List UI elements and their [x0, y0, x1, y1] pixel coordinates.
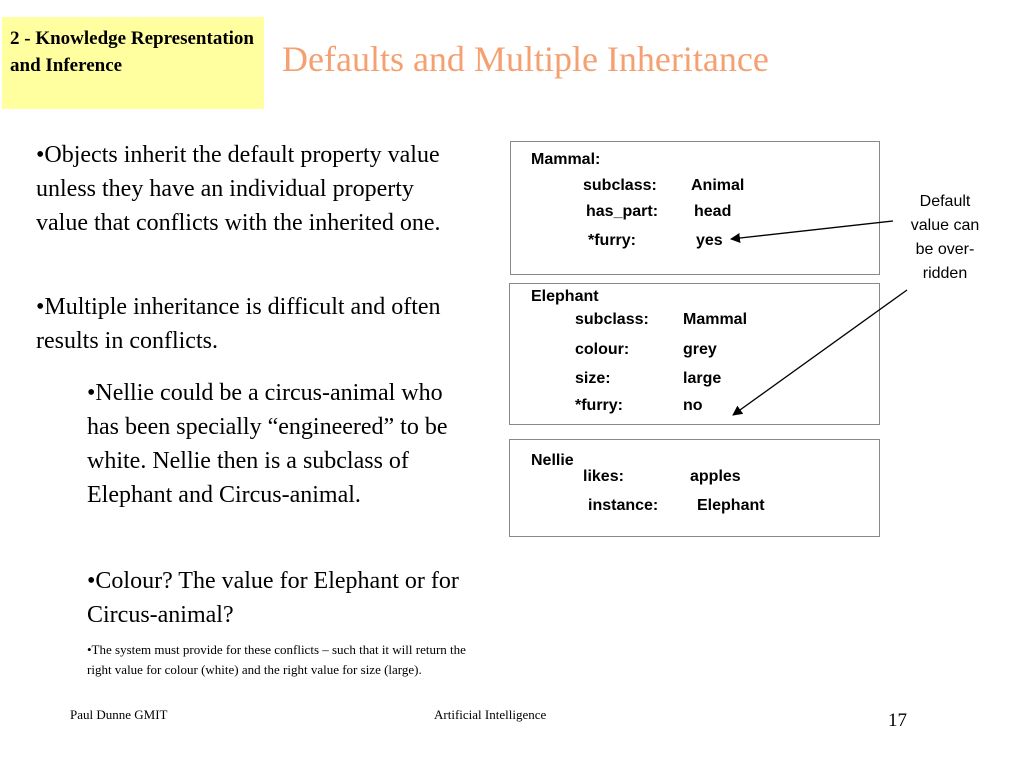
nellie-frame-name: Nellie — [531, 452, 574, 469]
note-line: be over- — [915, 241, 975, 258]
nellie-slot-key: likes: — [583, 468, 624, 485]
arrow-to-elephant-furry — [733, 290, 907, 415]
bullet-system-conflicts: •The system must provide for these conflicts – such that it will return the right value for colour (white) and the right value for size (large). — [87, 642, 466, 677]
elephant-frame-name: Elephant — [531, 288, 599, 305]
bullet-multiple-inheritance: •Multiple inheritance is difficult and often results in conflicts. — [36, 294, 441, 354]
note-line: value can — [910, 217, 980, 234]
mammal-slot-value: yes — [696, 232, 723, 249]
slide-title: Defaults and Multiple Inheritance — [282, 39, 769, 79]
mammal-slot-key: subclass: — [583, 177, 657, 194]
elephant-slot-key: colour: — [575, 341, 630, 358]
elephant-slot-key: subclass: — [575, 311, 649, 328]
nellie-slot-key: instance: — [588, 497, 659, 514]
page-number: 17 — [888, 710, 907, 731]
nellie-slot-value: apples — [690, 468, 741, 485]
mammal-slot-key: *furry: — [588, 232, 637, 249]
footer-course: Artificial Intelligence — [434, 707, 547, 722]
arrow-to-mammal-furry — [731, 221, 893, 239]
elephant-slot-value: Mammal — [683, 311, 748, 328]
footer-author: Paul Dunne GMIT — [70, 707, 168, 722]
note-line: Default — [919, 193, 971, 210]
mammal-frame-name: Mammal: — [531, 151, 601, 168]
nellie-slot-value: Elephant — [697, 497, 765, 514]
mammal-slot-key: has_part: — [586, 203, 659, 220]
bullet-objects-inherit: •Objects inherit the default property value unless they have an individual property value that conflicts with the inherited one. — [36, 142, 441, 236]
elephant-slot-key: size: — [575, 370, 611, 387]
elephant-slot-key: *furry: — [575, 397, 624, 414]
elephant-slot-value: large — [683, 370, 722, 387]
bullet-colour-question: •Colour? The value for Elephant or for Circus-animal? — [87, 568, 459, 628]
elephant-slot-value: grey — [683, 341, 717, 358]
note-line: ridden — [922, 265, 968, 282]
mammal-slot-value: Animal — [691, 177, 745, 194]
elephant-slot-value: no — [683, 397, 703, 414]
bullet-nellie-circus: •Nellie could be a circus-animal who has been specially “engineered” to be white. Nellie then is a subclass of Elephant and Circus-animal. — [87, 380, 448, 508]
mammal-slot-value: head — [694, 203, 732, 220]
section-label: 2 - Knowledge Representation and Inference — [10, 28, 254, 76]
